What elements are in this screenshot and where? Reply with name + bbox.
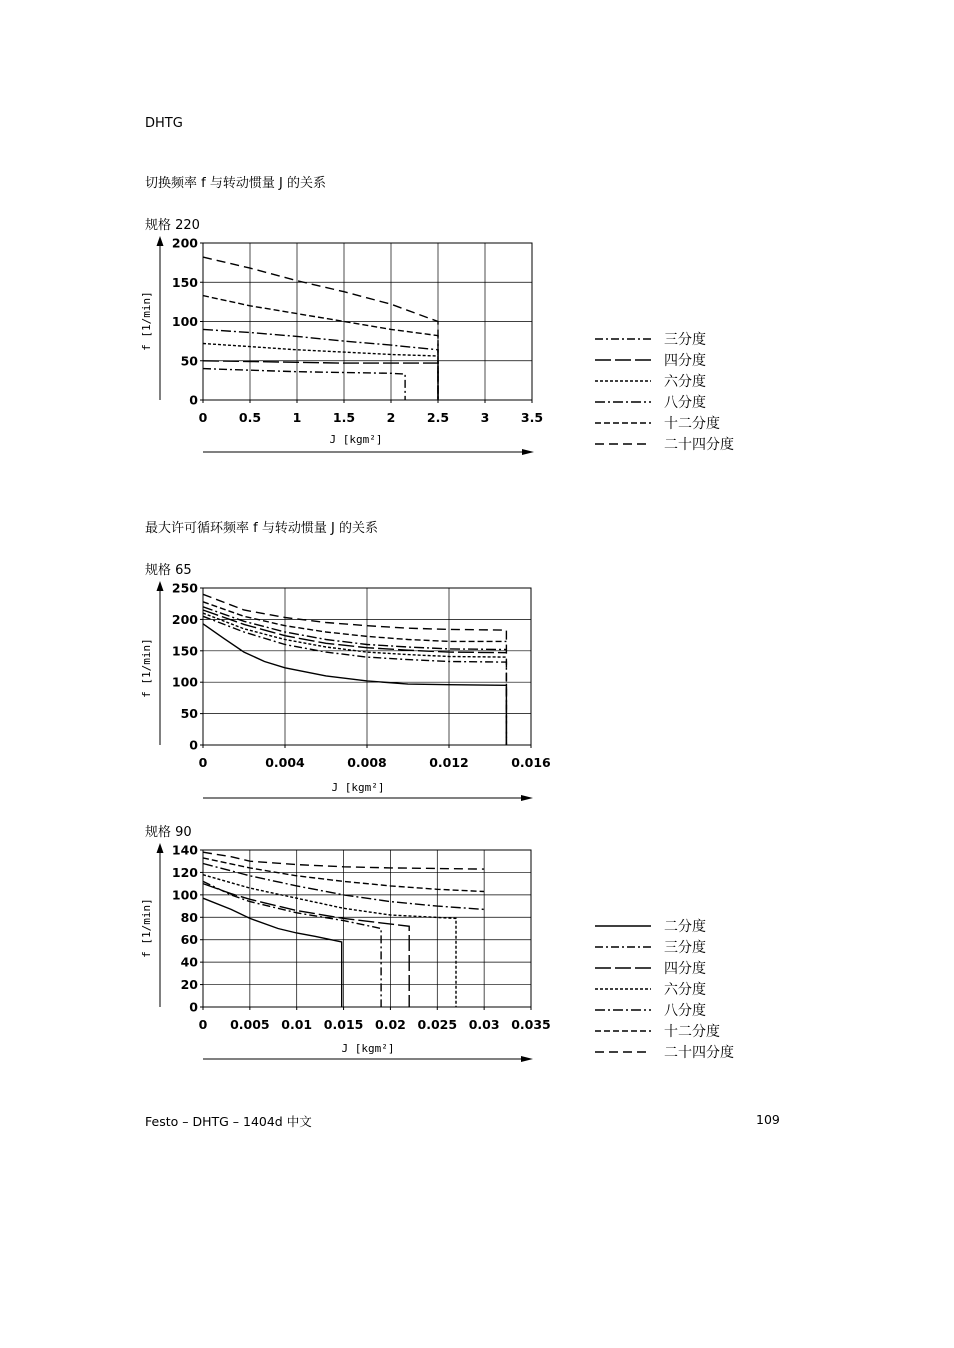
y-tick-label: 60: [180, 932, 198, 948]
legend-label: 十二分度: [664, 1024, 720, 1040]
legend-label: 四分度: [664, 353, 706, 369]
y-axis-label: f [1/min]: [140, 291, 153, 351]
series-line-3: [203, 884, 409, 1007]
legend-label: 三分度: [664, 332, 706, 348]
legend-label: 二十四分度: [664, 1045, 734, 1061]
y-tick-label: 100: [171, 314, 198, 329]
y-tick-label: 100: [171, 674, 198, 690]
y-tick-label: 50: [180, 706, 198, 722]
series-line-4: [203, 329, 438, 400]
x-axis-label: J [kgm²]: [331, 781, 385, 794]
y-tick-label: 140: [171, 842, 198, 858]
series-line-2: [203, 881, 381, 1007]
legend-label: 六分度: [664, 374, 706, 390]
series-line-1: [203, 369, 405, 400]
y-tick-label: 80: [180, 909, 198, 925]
footer-doc-id: Festo – DHTG – 1404d 中文: [145, 1114, 312, 1129]
legend: [595, 331, 734, 453]
x-tick-label: 0.035: [511, 1017, 551, 1032]
x-tick-label: 0.012: [429, 755, 469, 770]
x-tick-label: 0.03: [468, 1017, 500, 1032]
y-tick-label: 150: [171, 643, 198, 659]
chart-title-size-220: 规格 220: [145, 218, 200, 233]
x-tick-label: 3.5: [520, 410, 544, 425]
x-tick-label: 0: [198, 410, 208, 425]
series-line-2: [203, 361, 438, 400]
x-tick-label: 0.008: [347, 755, 387, 770]
legend-label: 八分度: [664, 395, 706, 411]
x-tick-label: 0.016: [511, 755, 551, 770]
series-line-5: [203, 607, 506, 650]
y-tick-label: 0: [189, 999, 198, 1015]
section-heading-switching: 切换频率 f 与转动惯量 J 的关系: [145, 176, 326, 191]
x-tick-label: 0: [198, 1017, 208, 1032]
section-heading-max-cycle: 最大许可循环频率 f 与转动惯量 J 的关系: [145, 521, 378, 536]
y-tick-label: 120: [171, 864, 198, 880]
y-tick-label: 20: [180, 977, 198, 993]
chart-size-65: [140, 581, 551, 802]
x-tick-label: 0.004: [265, 755, 305, 770]
chart-size-220: [140, 236, 734, 456]
x-tick-label: 0.5: [238, 410, 262, 425]
x-tick-label: 2: [386, 410, 396, 425]
y-tick-label: 250: [171, 580, 198, 596]
y-tick-label: 200: [171, 235, 198, 251]
y-tick-label: 50: [180, 353, 198, 369]
legend-label: 八分度: [664, 1003, 706, 1019]
legend-label: 十二分度: [664, 416, 720, 432]
x-tick-label: 2.5: [426, 410, 450, 425]
series-line-6: [203, 257, 438, 400]
y-tick-label: 200: [171, 611, 198, 627]
plot-frame: [203, 850, 531, 1007]
legend: [595, 918, 734, 1061]
x-axis-arrowhead: [522, 449, 534, 455]
series-line-6: [203, 602, 506, 642]
x-tick-label: 3: [480, 410, 490, 425]
y-axis-arrowhead: [157, 236, 164, 246]
y-axis-arrowhead: [157, 581, 164, 591]
legend-label: 三分度: [664, 940, 706, 956]
x-tick-label: 1.5: [332, 410, 356, 425]
legend-label: 二十四分度: [664, 437, 734, 453]
series-line-4: [203, 610, 506, 653]
footer-page-number: 109: [756, 1112, 780, 1127]
x-axis-label: J [kgm²]: [341, 1042, 395, 1055]
x-tick-label: 0.005: [230, 1017, 270, 1032]
y-axis-label: f [1/min]: [140, 898, 153, 958]
legend-label: 六分度: [664, 982, 706, 998]
legend-label: 四分度: [664, 961, 706, 977]
x-tick-label: 0.025: [417, 1017, 458, 1032]
chart-title-size-65: 规格 65: [145, 563, 192, 578]
y-tick-label: 0: [189, 392, 198, 408]
x-axis-arrowhead: [521, 1056, 533, 1062]
x-tick-label: 0.01: [281, 1017, 313, 1032]
x-tick-label: 0: [198, 755, 208, 770]
series-line-5: [203, 296, 438, 400]
x-tick-label: 1: [292, 410, 302, 425]
x-axis-arrowhead: [521, 795, 533, 801]
y-tick-label: 40: [180, 954, 198, 970]
product-name: DHTG: [145, 116, 183, 131]
y-axis-label: f [1/min]: [140, 638, 153, 698]
x-axis-label: J [kgm²]: [329, 433, 383, 446]
x-tick-label: 0.015: [323, 1017, 364, 1032]
y-tick-label: 0: [189, 737, 198, 753]
chart-title-size-90: 规格 90: [145, 825, 192, 840]
y-tick-label: 100: [171, 887, 198, 903]
x-tick-label: 0.02: [375, 1017, 406, 1032]
legend-label: 二分度: [664, 919, 706, 935]
chart-size-90: [140, 843, 734, 1063]
y-tick-label: 150: [171, 274, 198, 290]
y-axis-arrowhead: [157, 843, 164, 853]
